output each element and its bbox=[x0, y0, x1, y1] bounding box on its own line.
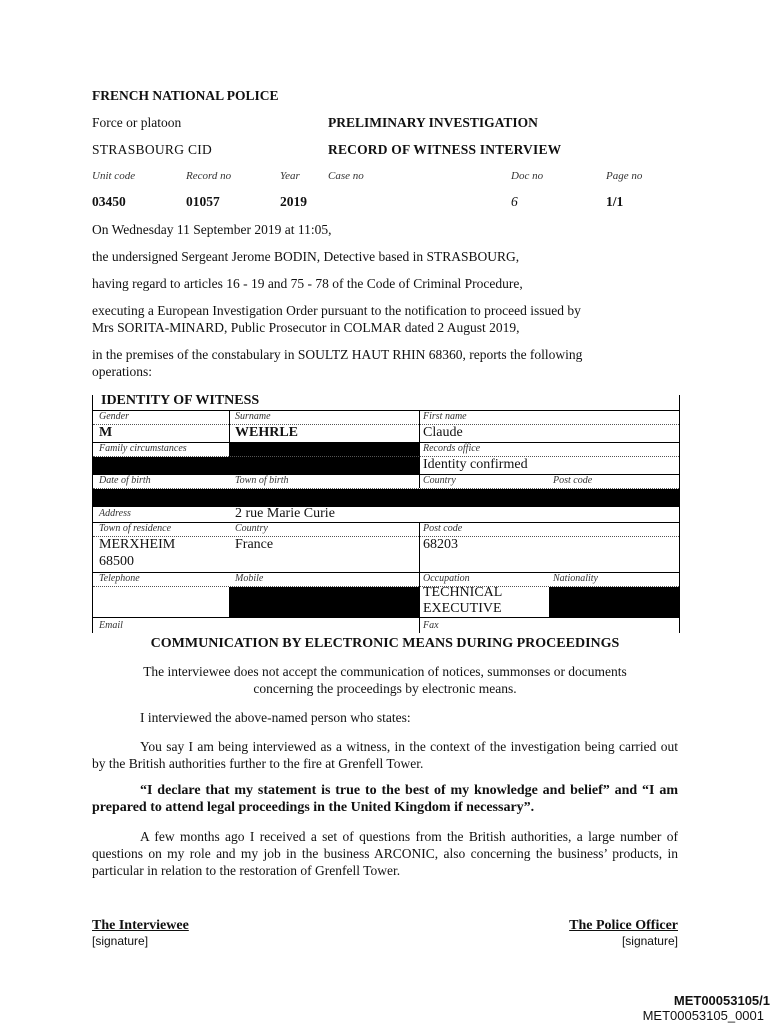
force-value: STRASBOURG CID bbox=[92, 142, 213, 157]
occupation-value-line2: EXECUTIVE bbox=[423, 601, 502, 616]
intro-articles: having regard to articles 16 - 19 and 75 - 78 of the Code of Criminal Procedure, bbox=[92, 276, 523, 291]
force-label: Force or platoon bbox=[92, 115, 182, 130]
country-label: Country bbox=[423, 475, 456, 486]
interviewee-signature: [signature] bbox=[92, 934, 149, 948]
first-name-value: Claude bbox=[423, 425, 463, 440]
country-residence-label: Country bbox=[235, 523, 268, 534]
footer-reference: MET00053105/1 bbox=[673, 993, 770, 1008]
first-name-label: First name bbox=[423, 411, 467, 422]
interviewee-signature-title: The Interviewee bbox=[92, 918, 189, 933]
electronic-section-title: COMMUNICATION BY ELECTRONIC MEANS DURING PROCEEDINGS bbox=[150, 636, 620, 651]
fax-label: Fax bbox=[423, 620, 439, 631]
mobile-label: Mobile bbox=[235, 573, 264, 584]
year-value: 2019 bbox=[280, 194, 307, 209]
occupation-label: Occupation bbox=[423, 573, 470, 584]
doc-title-1: PRELIMINARY INVESTIGATION bbox=[328, 115, 538, 130]
date-of-birth-label: Date of birth bbox=[99, 475, 151, 486]
identity-title: IDENTITY OF WITNESS bbox=[101, 393, 260, 408]
intro-order-line1: executing a European Investigation Order pursuant to the notification to proceed issued by bbox=[92, 303, 581, 318]
intro-premises-line1: in the premises of the constabulary in SOULTZ HAUT RHIN 68360, reports the following bbox=[92, 347, 583, 362]
town-of-residence-label: Town of residence bbox=[99, 523, 172, 534]
telephone-label: Telephone bbox=[99, 573, 140, 584]
post-code-label: Post code bbox=[553, 475, 593, 486]
post-code-residence-value: 68203 bbox=[423, 537, 458, 552]
nationality-label: Nationality bbox=[553, 573, 598, 584]
statement-paragraph-1: You say I am being interviewed as a witness, in the context of the investigation being carried out by the British authorities further to the fire at Grenfell Tower. bbox=[92, 739, 678, 771]
officer-signature: [signature] bbox=[621, 934, 678, 948]
redaction-block bbox=[93, 457, 419, 474]
unit-code-label: Unit code bbox=[92, 170, 136, 182]
town-of-birth-label: Town of birth bbox=[235, 475, 289, 486]
doc-no-value: 6 bbox=[511, 194, 518, 209]
agency-name: FRENCH NATIONAL POLICE bbox=[92, 88, 279, 103]
surname-label: Surname bbox=[235, 411, 271, 422]
email-label: Email bbox=[99, 620, 123, 631]
intro-officer: the undersigned Sergeant Jerome BODIN, Detective based in STRASBOURG, bbox=[92, 249, 520, 264]
gender-value: M bbox=[99, 425, 113, 440]
address-value: 2 rue Marie Curie bbox=[235, 506, 335, 521]
electronic-text-line2: concerning the proceedings by electronic means. bbox=[253, 681, 517, 696]
redaction-block bbox=[229, 443, 419, 457]
statement-paragraph-2: A few months ago I received a set of questions from the British authorities, a large number of questions on my role and my job in the business ARCONIC, also concerning the business’ products, in particular in relation to the restoration of Grenfell Tower. bbox=[92, 829, 678, 878]
page-no-label: Page no bbox=[606, 170, 643, 182]
year-label: Year bbox=[280, 170, 300, 182]
officer-signature-title: The Police Officer bbox=[569, 918, 678, 933]
statement-intro: I interviewed the above-named person who states: bbox=[140, 710, 411, 725]
family-circumstances-label: Family circumstances bbox=[99, 443, 187, 454]
footer-reference-secondary: MET00053105_0001 bbox=[642, 1008, 764, 1023]
redaction-block bbox=[229, 587, 419, 617]
page-no-value: 1/1 bbox=[606, 194, 624, 209]
intro-date: On Wednesday 11 September 2019 at 11:05, bbox=[92, 222, 332, 237]
redaction-block bbox=[93, 489, 679, 506]
identity-table bbox=[92, 395, 680, 633]
town-of-residence-value: MERXHEIM bbox=[99, 537, 176, 552]
town-of-residence-postcode: 68500 bbox=[99, 554, 134, 569]
intro-order-line2: Mrs SORITA-MINARD, Public Prosecutor in COLMAR dated 2 August 2019, bbox=[92, 320, 520, 335]
redaction-block bbox=[549, 587, 679, 617]
intro-premises-line2: operations: bbox=[92, 364, 152, 379]
records-office-label: Records office bbox=[423, 443, 481, 454]
address-label: Address bbox=[99, 508, 131, 519]
statement-declaration: “I declare that my statement is true to the best of my knowledge and belief” and “I am prepared to attend legal proceedings in the United Kingdom if necessary”. bbox=[92, 783, 678, 815]
post-code-residence-label: Post code bbox=[423, 523, 463, 534]
electronic-text-line1: The interviewee does not accept the communication of notices, summonses or documents bbox=[143, 664, 627, 679]
unit-code-value: 03450 bbox=[92, 194, 126, 209]
record-no-label: Record no bbox=[186, 170, 232, 182]
country-residence-value: France bbox=[235, 537, 274, 552]
doc-title-2: RECORD OF WITNESS INTERVIEW bbox=[328, 142, 562, 157]
record-no-value: 01057 bbox=[186, 194, 220, 209]
identity-confirmed: Identity confirmed bbox=[423, 457, 528, 472]
occupation-value-line1: TECHNICAL bbox=[423, 585, 503, 600]
gender-label: Gender bbox=[99, 411, 129, 422]
doc-no-label: Doc no bbox=[511, 170, 544, 182]
case-no-label: Case no bbox=[328, 170, 364, 182]
surname-value: WEHRLE bbox=[235, 425, 299, 440]
